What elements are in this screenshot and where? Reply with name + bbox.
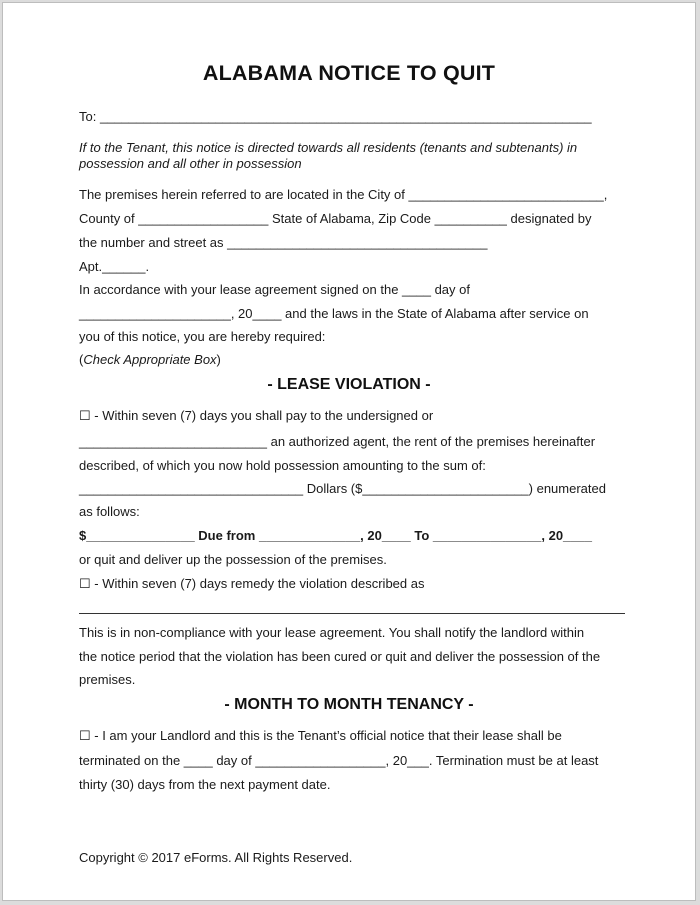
document-page (2, 2, 696, 901)
lease-line-1: In accordance with your lease agreement signed on the ____ day of (79, 282, 470, 297)
violation-line-7: or quit and deliver up the possession of the premises. (79, 552, 387, 567)
paren-open: ( (79, 352, 84, 367)
violation-line-2: __________________________ an authorized agent, the rent of the premises hereinafter (79, 434, 596, 449)
premises-line-1: The premises herein referred to are located in the City of ___________________________, (79, 187, 608, 202)
month-line-3: thirty (30) days from the next payment date. (79, 777, 331, 792)
document-title: ALABAMA NOTICE TO QUIT (202, 61, 496, 85)
check-box-label: Check Appropriate Box (83, 352, 217, 367)
premises-line-2: County of __________________ State of Alabama, Zip Code __________ designated by (79, 211, 592, 226)
violation-line-3: described, of which you now hold possession amounting to the sum of: (79, 458, 486, 473)
violation-line-1: ☐ - Within seven (7) days you shall pay to the undersigned or (79, 408, 434, 423)
compliance-line-1: This is in non-compliance with your lease agreement. You shall notify the landlord within (79, 625, 585, 640)
check-box-instruction (79, 352, 221, 368)
compliance-line-3: premises. (79, 672, 136, 687)
intro-line-2: possession and all other in possession (79, 156, 302, 171)
lease-violation-heading: - LEASE VIOLATION - (267, 376, 431, 393)
month-line-1: ☐ - I am your Landlord and this is the Tenant’s official notice that their lease shall be (79, 728, 562, 743)
to-line: To: ____________________________________________________________________ (79, 109, 592, 124)
premises-line-4: Apt.______. (79, 259, 150, 274)
violation-line-4: _______________________________ Dollars ($_______________________) enumerated (79, 481, 606, 496)
premises-line-3: the number and street as ____________________________________ (79, 235, 488, 250)
lease-line-2: _____________________, 20____ and the laws in the State of Alabama after service on (79, 306, 589, 321)
violation-due-line: $_______________ Due from ______________, 20____ To _______________, 20____ (79, 528, 592, 543)
month-to-month-heading: - MONTH TO MONTH TENANCY - (224, 696, 474, 713)
violation-description-rule (79, 613, 625, 614)
intro-line-1: If to the Tenant, this notice is directed towards all residents (tenants and subtenants) in (79, 140, 578, 155)
violation-line-5: as follows: (79, 504, 140, 519)
copyright: Copyright © 2017 eForms. All Rights Reserved. (79, 850, 353, 865)
paren-close: ) (216, 352, 221, 367)
violation-line-8: ☐ - Within seven (7) days remedy the violation described as (79, 576, 425, 591)
month-line-2: terminated on the ____ day of __________________, 20___. Termination must be at least (79, 753, 599, 768)
compliance-line-2: the notice period that the violation has been cured or quit and deliver the possession of the (79, 649, 601, 664)
lease-line-3: you of this notice, you are hereby required: (79, 329, 326, 344)
